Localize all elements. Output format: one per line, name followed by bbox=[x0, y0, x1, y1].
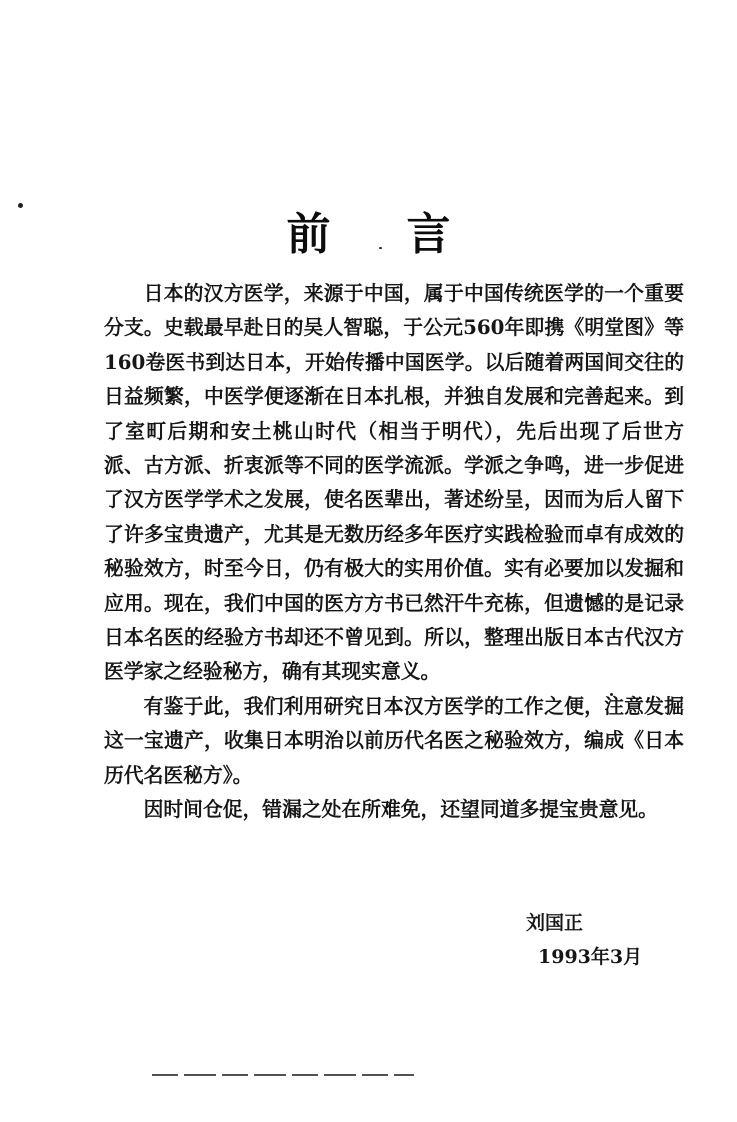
paragraph-2: 有鉴于此，我们利用研究日本汉方医学的工作之便，注意发掘这一宝遗产，收集日本明治以前历代名医之秘验效方，编成《日本历代名医秘方》。 bbox=[104, 693, 684, 787]
author-name: 刘国正 bbox=[526, 912, 584, 934]
page-title: 前言 bbox=[286, 209, 527, 261]
signature-block bbox=[526, 906, 642, 974]
preface-body bbox=[104, 276, 684, 827]
paragraph-1: 日本的汉方医学，来源于中国，属于中国传统医学的一个重要分支。史载最早赴日的吴人智聪，于公元560年即携《明堂图》等160卷医书到达日本，开始传播中国医学。以后随着两国间交往的日益频繁，中医学便逐渐在日本扎根，并独自发展和完善起来。到了室町后期和安土桃山时代（相当于明代），先后出现了后世方派、古方派、折衷派等不同的医学流派。学派之争鸣，进一步促进了汉方医学学术之发展，使名医辈出，著述纷呈，因而为后人留下了许多宝贵遗产，尤其是无数历经多年医疗实践检验而卓有成效的秘验效方，时至今日，仍有极大的实用价值。实有必要加以发掘和应用。现在，我们中国的医方方书已然汗牛充栋，但遗憾的是记录日本名医的经验方书却还不曾见到。所以，整理出版日本古代汉方医学家之经验秘方，确有其现实意义。 bbox=[104, 281, 684, 684]
signature-date: 1993年3月 bbox=[538, 946, 643, 968]
scan-artifact-line bbox=[152, 1074, 414, 1076]
paragraph-3: 因时间仓促，错漏之处在所难免，还望同道多提宝贵意见。 bbox=[143, 797, 658, 822]
